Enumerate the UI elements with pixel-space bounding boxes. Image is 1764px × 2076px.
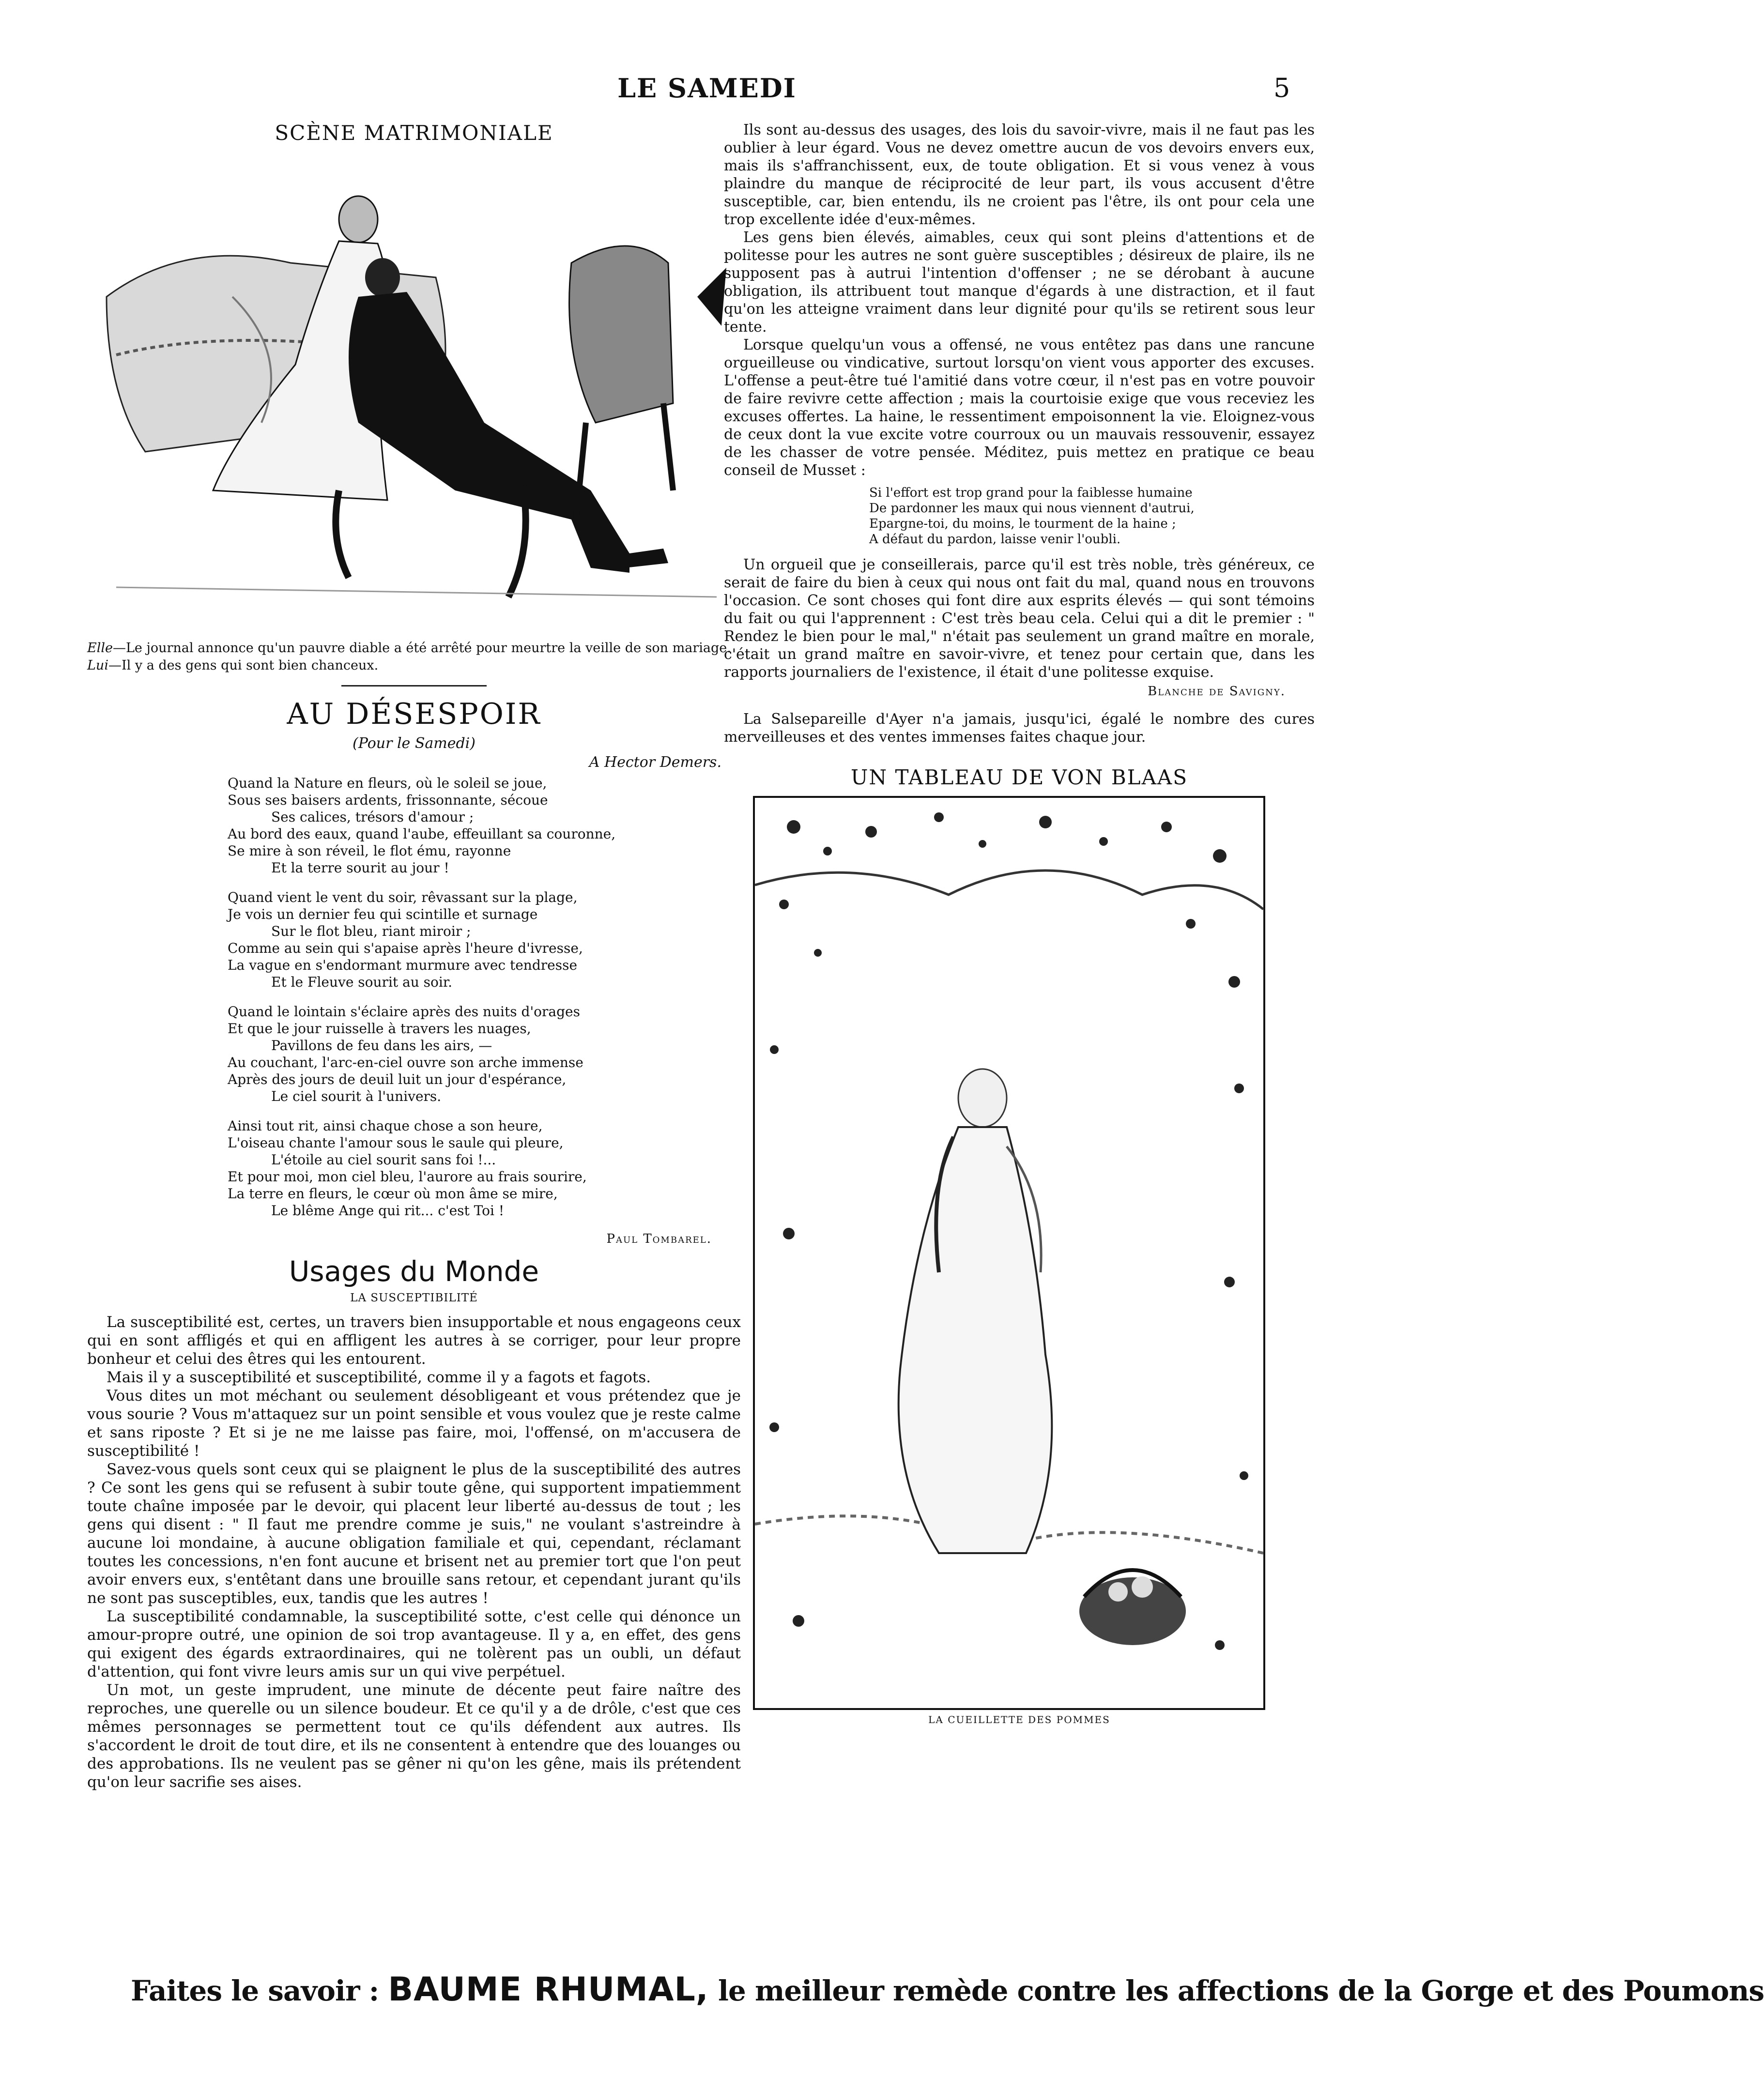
poem-stanza (228, 775, 663, 876)
painting-frame (753, 796, 1265, 1710)
poem-line: Comme au sein qui s'apaise après l'heure d'ivresse, (228, 940, 583, 956)
poem-line: Quand la Nature en fleurs, où le soleil se joue, (228, 775, 547, 791)
usages-continuation-paragraph: Lorsque quelqu'un vous a offensé, ne vous entêtez pas dans une rancune orgueilleuse ou vindicative, surtout lorsqu'on vient vous apporter des excuses. L'offense a peut-être tué l'amitié dans votre cœur, il n'est pas en votre pouvoir de faire revivre cette affection ; mais la courtoisie exige que vous receviez les excuses offertes. La haine, le ressentiment empoisonnent la vie. Eloignez-vous de ceux dont la vue excite votre courroux ou un mauvais ressouvenir, essayez de les chasser de votre pensée. Méditez, puis mettez en pratique ce beau conseil de Musset : (724, 336, 1315, 479)
salsepareille-notice: La Salsepareille d'Ayer n'a jamais, jusqu'ici, égalé le nombre des cures merveilleuses et des ventes immenses faites chaque jour. (724, 711, 1315, 746)
poem-line: Et la terre sourit au jour ! (271, 860, 449, 876)
poem-line: L'étoile au ciel sourit sans foi !... (271, 1152, 496, 1168)
poem-line: Le blême Ange qui rit... c'est Toi ! (271, 1203, 505, 1219)
quote-line: Epargne-toi, du moins, le tourment de la haine ; (869, 517, 1176, 531)
quote-line: De pardonner les maux qui nous viennent d'autrui, (869, 501, 1195, 516)
right-column (724, 121, 1315, 1725)
poem-signature: Paul Tombarel. (606, 1232, 712, 1246)
scene-title: SCÈNE MATRIMONIALE (275, 121, 553, 145)
poem-stanza (228, 1117, 663, 1219)
poem-line: L'oiseau chante l'amour sous le saule qui pleure, (228, 1135, 564, 1151)
poem-line: Se mire à son réveil, le flot ému, rayonne (228, 843, 511, 859)
usages-paragraph: Vous dites un mot méchant ou seulement désobligeant et vous prétendez que je vous sourie ? Vous m'attaquez sur un point sensible et vous voulez que je reste calme et sans riposte ? Et si je ne me laisse pas faire, moi, l'offensé, on m'accusera de susceptibilité ! (87, 1387, 741, 1460)
poem-line: Ainsi tout rit, ainsi chaque chose a son heure, (228, 1118, 543, 1134)
poem-line: Au couchant, l'arc-en-ciel ouvre son arche immense (228, 1054, 583, 1070)
scene-caption-elle (87, 640, 741, 657)
usages-paragraph: Savez-vous quels sont ceux qui se plaignent le plus de la susceptibilité des autres ? Ce sont les gens qui se refusent à subir toute gêne, qui supportent impatiemment toute chaîne imposée par le devoir, qui placent leur liberté au-dessus de tout ; les gens qui disent : " Il faut me prendre comme je suis," ne voulant s'astreindre à aucune loi mondaine, à aucune obligation familiale et qui, cependant, réclamant toutes les concessions, n'en font aucune et brisent net au premier tort que l'on peut avoir envers eux, s'entêtant dans une brouille sans retour, et cependant jurant qu'ils ne sont pas susceptibles, eux, tandis que les autres ! (87, 1461, 741, 1607)
usages-continuation-paragraph: Ils sont au-dessus des usages, des lois du savoir-vivre, mais il ne faut pas les oublier à leur égard. Vous ne devez omettre aucun de vos devoirs envers eux, mais ils s'affranchissent, eux, de toute obligation. Et si vous venez à vous plaindre du manque de réciprocité de leur part, ils vous accusent d'être susceptible, car, bien entendu, ils ne croient pas l'être, ils ont pour cela une trop excellente idée d'eux-mêmes. (724, 122, 1315, 228)
poem-stanza (228, 1003, 663, 1105)
usages-paragraph: Un mot, un geste imprudent, une minute de décente peut faire naître des reproches, une querelle ou un silence boudeur. Et ce qu'il y a de drôle, c'est que ces mêmes personnages se permettent tout ce qu'ils défendent aux autres. Ils s'accordent le droit de tout dire, et ils ne consentent à entendre que des louanges ou des approbations. Ils ne veulent pas se gêner ni qu'on les gêne, mais ils prétendent qu'on leur sacrifie ses aises. (87, 1681, 741, 1791)
advert-lead: Faites le savoir : (131, 1974, 379, 2007)
left-column (87, 121, 741, 1791)
usages-closing-paragraph: Un orgueil que je conseillerais, parce qu'il est très noble, très généreux, ce serait de faire du bien à ceux qui nous ont fait du mal, quand nous en trouvons l'occasion. Ce sont choses qui font dire aux esprits élevés — qui sont témoins du fait ou qui l'apprennent : C'est très beau cela. Celui qui a dit le premier : " Rendez le bien pour le mal," n'était pas seulement un grand maître en morale, c'était un grand maître en savoir-vivre, et tenez pour certain que, dans les rapports journaliers de l'existence, il était d'une politesse exquise. (724, 556, 1315, 681)
painting-title: UN TABLEAU DE VON BLAAS (850, 765, 1188, 789)
usages-subtitle: LA SUSCEPTIBILITÉ (350, 1292, 478, 1304)
poem-line: Je vois un dernier feu qui scintille et surnage (228, 906, 538, 922)
divider-rule (341, 685, 487, 687)
poem-line: La vague en s'endormant murmure avec tendresse (228, 957, 578, 973)
quote-line: Si l'effort est trop grand pour la faiblesse humaine (869, 486, 1193, 500)
poem-line: Le ciel sourit à l'univers. (271, 1088, 442, 1104)
poem-title: AU DÉSESPOIR (287, 697, 541, 731)
poem-line: Au bord des eaux, quand l'aube, effeuillant sa couronne, (228, 826, 616, 842)
poem-body (228, 775, 663, 1219)
couple-engraving-image (87, 152, 741, 636)
poem-line: La terre en fleurs, le cœur où mon âme se mire, (228, 1186, 558, 1202)
advert-tail: le meilleur remède contre les affections de la Gorge et des Poumons (718, 1974, 1764, 2007)
caption-text-elle: —Le journal annonce qu'un pauvre diable a été arrêté pour meurtre la veille de son mariage. (112, 641, 731, 656)
usages-continuation-paragraph: Les gens bien élevés, aimables, ceux qui sont pleins d'attentions et de politesse pour les autres ne sont guère susceptibles ; désireux de plaire, ils ne supposent pas à autrui l'intention d'offenser ; ne se dérobant à aucune obligation, ils attribuent tout manque d'égards à une distraction, et il faut qu'on les atteigne vraiment dans leur dignité pour qu'ils se retirent sous leur tente. (724, 229, 1315, 336)
masthead: LE SAMEDI (617, 73, 797, 104)
poem-line: Après des jours de deuil luit un jour d'espérance, (228, 1071, 567, 1087)
poem-line: Sous ses baisers ardents, frissonnante, sécoue (228, 792, 548, 808)
painting-caption: LA CUEILLETTE DES POMMES (928, 1714, 1110, 1725)
baume-rhumal-advert (131, 1970, 1764, 2009)
page-number: 5 (1273, 73, 1290, 103)
poem-line: Quand vient le vent du soir, rêvassant sur la plage, (228, 889, 578, 905)
usages-paragraph: Mais il y a susceptibilité et susceptibilité, comme il y a fagots et fagots. (107, 1369, 651, 1386)
poem-line: Quand le lointain s'éclaire après des nuits d'orages (228, 1004, 580, 1020)
usages-paragraph: La susceptibilité est, certes, un travers bien insupportable et nous engageons ceux qui en sont affligés et qui en affligent les autres à se corriger, pour leur propre bonheur et celui des êtres qui les entourent. (87, 1313, 741, 1368)
musset-quote (869, 485, 1315, 547)
poem-dedication: A Hector Demers. (589, 754, 721, 771)
caption-speaker-lui: Lui (87, 658, 108, 673)
poem-for-line: (Pour le Samedi) (353, 735, 476, 752)
poem-line: Ses calices, trésors d'amour ; (271, 809, 474, 825)
usages-title: Usages du Monde (289, 1255, 539, 1288)
poem-line: Et pour moi, mon ciel bleu, l'aurore au frais sourire, (228, 1169, 587, 1185)
usages-signature: Blanche de Savigny. (1148, 684, 1286, 699)
scene-caption-lui (87, 657, 741, 674)
advert-brand: BAUME RHUMAL, (388, 1970, 709, 2009)
apple-picking-painting-image (755, 798, 1263, 1708)
poem-line: Et le Fleuve sourit au soir. (271, 974, 453, 990)
caption-text-lui: —Il y a des gens qui sont bien chanceux. (108, 658, 379, 673)
quote-line: A défaut du pardon, laisse venir l'oubli. (869, 532, 1121, 547)
scene-illustration (87, 152, 741, 636)
poem-line: Et que le jour ruisselle à travers les nuages, (228, 1021, 531, 1037)
caption-speaker-elle: Elle (87, 641, 113, 656)
poem-line: Pavillons de feu dans les airs, — (271, 1038, 492, 1053)
usages-paragraph: La susceptibilité condamnable, la susceptibilité sotte, c'est celle qui dénonce un amour-propre outré, une opinion de soi trop avantageuse. Il y a, en effet, des gens qui exigent des égards extraordinaires, qui ne tolèrent pas un oubli, un défaut d'attention, qui font vivre leurs amis sur un qui vive perpétuel. (87, 1608, 741, 1680)
poem-stanza (228, 889, 663, 991)
poem-line: Sur le flot bleu, riant miroir ; (271, 923, 471, 939)
